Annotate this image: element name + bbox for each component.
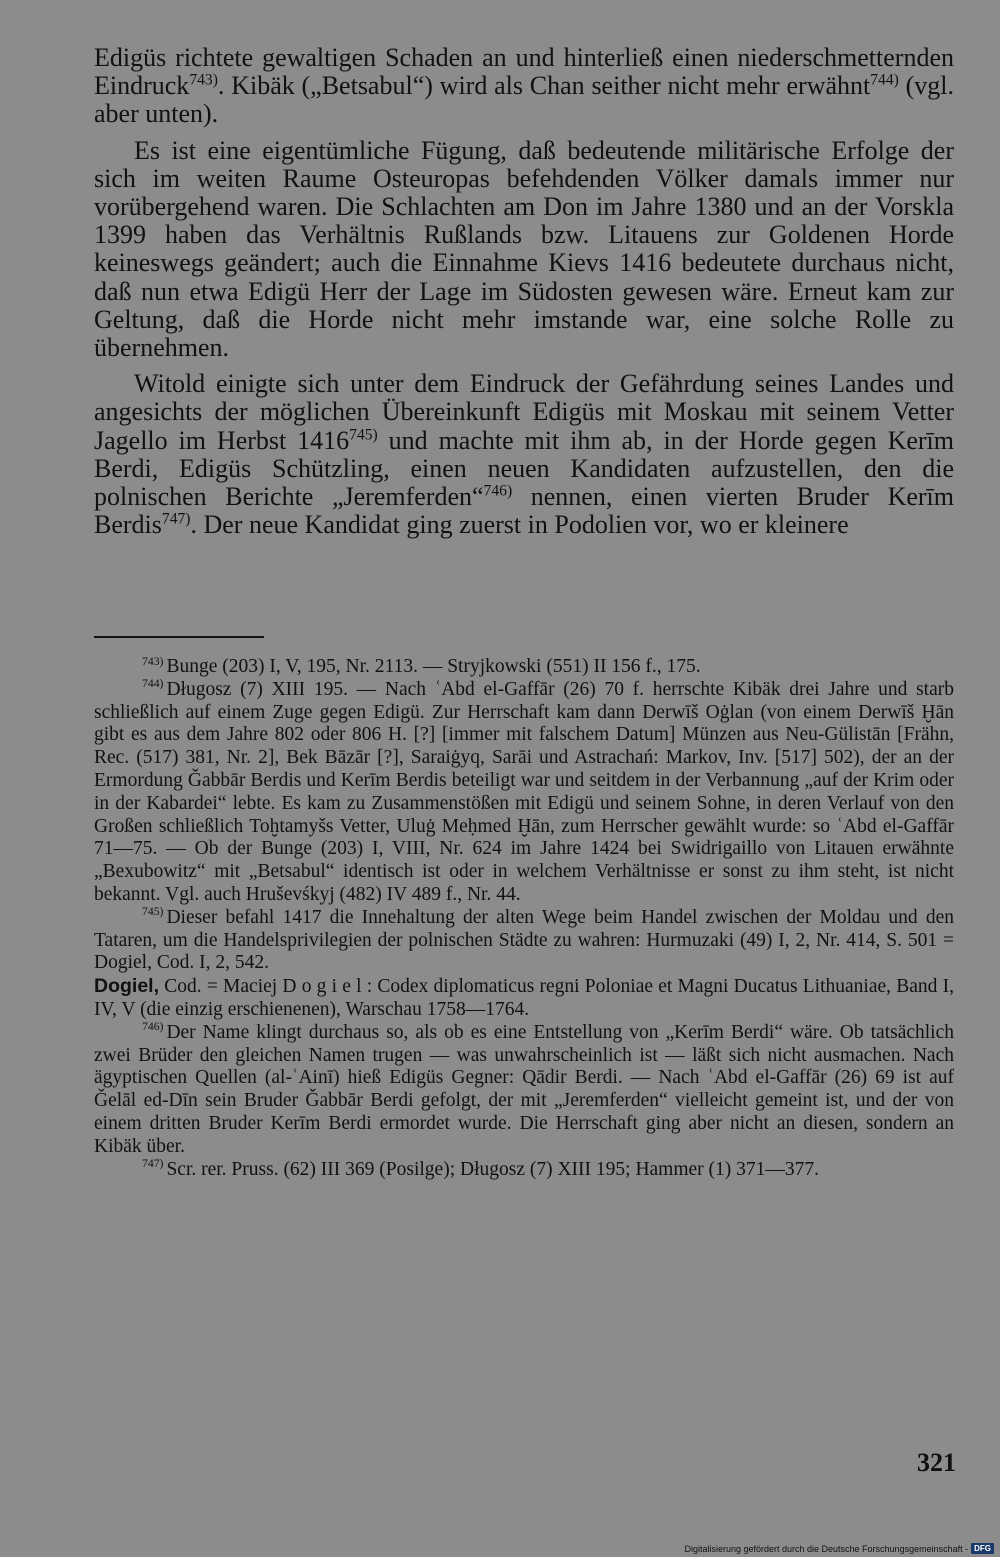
page-number: 321 xyxy=(917,1448,956,1477)
footnote-text: Długosz (7) XIII 195. — Nach ʿAbd el-Gaffār (26) 70 f. herrschte Kibäk drei Jahre und starb schließlich auf einem Zuge gegen Edigü. Zur Herrschaft kam dann Derwīš Oġlan (von einem Derwīš Ḫān gibt es aus dem Jahre 802 oder 806 H. [?] [immer mit falschem Datum] Münzen aus Neu-Gülistān [Frähn, Rec. (517) 381, Nr. 2], Bek Bāzār [?], Saraiġyq, Sarāi und Astrachań: Markov, Inv. [517] 502), der an der Ermordung Ǧabbār Berdis und Kerīm Berdis beteiligt war und seitdem in der Verbannung „auf der Krim oder in der Kabardei“ lebte. Es kam zu Zusammenstößen mit Edigü und seinem Sohne, in deren Verlauf von den Großen schließlich Toḫtamyšs Vetter, Uluġ Meḥmed Ḫān, zum Herrscher gewählt wurde: so ʿAbd el-Gaffār 71—75. — Ob der Bunge (203) I, VIII, Nr. 624 im Jahre 1424 bei Swidrigaillo von Litauen erwähnte „Bexubowitz“ mit „Betsabul“ identisch ist oder in welchem Verhältnisse er sonst zu ihm steht, ist nicht bekannt. Vgl. auch Hruševśkyj (482) IV 489 f., Nr. 44. xyxy=(94,678,954,905)
dogiel-abbreviation xyxy=(94,975,954,1022)
paragraph-3-text-a: Witold einigte sich unter dem Eindruck der Gefährdung seines Landes und angesichts der möglichen Übereinkunft Edigüs mit Moskau mit seinem Vetter Jagello im Herbst 1416 xyxy=(94,369,954,455)
digitization-footer xyxy=(684,1543,994,1554)
main-text xyxy=(94,44,954,539)
footer-text: Digitalisierung gefördert durch die Deutsche Forschungsgemeinschaft - xyxy=(684,1543,969,1554)
paragraph-1-text-b: . Kibäk („Betsabul“) wird als Chan seither nicht mehr erwähnt xyxy=(217,71,871,101)
footnote-text: Der Name klingt durchaus so, als ob es eine Entstellung von „Kerīm Berdi“ wäre. Ob tatsächlich zwei Brüder den gleichen Namen trugen — was unwahrscheinlich ist — läßt sich nicht ausmachen. Nach ägyptischen Quellen (al-ʿAinī) hieß Edigüs Gegner: Qādir Berdi. — Nach ʿAbd el-Gaffār (26) 69 ist auf Ǧelāl ed-Dīn sein Bruder Ǧabbār Berdi gefolgt, der mit „Jeremferden“ vielleicht gemeint ist, und der von einem dritten Bruder Kerīm Berdi ermordet wurde. Die Herrschaft ging aber nicht an diesen, sondern an Kibäk über. xyxy=(94,1021,954,1157)
footnote-ref-743: 743) xyxy=(189,71,218,89)
footnote-747 xyxy=(94,1159,954,1182)
footnote-number: 746) xyxy=(142,1020,164,1034)
footnote-746 xyxy=(94,1022,954,1159)
footnote-ref-745: 745) xyxy=(349,425,378,443)
footnote-745 xyxy=(94,907,954,975)
paragraph-2: Es ist eine eigentümliche Fügung, daß bedeutende militärische Erfolge der sich im weiten Raume Osteuropas befehdenden Völker damals immer nur vorübergehend waren. Die Schlachten am Don im Jahre 1380 und an der Vorskla 1399 haben das Verhältnis Rußlands bzw. Litauens zur Goldenen Horde keineswegs geändert; auch die Einnahme Kievs 1416 bedeutete durchaus nicht, daß nun etwa Edigü Herr der Lage im Südosten gewesen wäre. Erneut kam zur Geltung, daß die Horde nicht mehr imstande war, eine solche Rolle zu übernehmen. xyxy=(94,135,954,363)
footnote-number: 745) xyxy=(142,905,164,919)
paragraph-1 xyxy=(94,44,954,129)
paragraph-3-text-b: und machte mit ihm ab, in der Horde gegen Kerīm Berdi, Edigüs Schützling, einen neuen Kandidaten aufzustellen, den die polnischen Berichte „Jeremferden“ xyxy=(94,425,954,512)
footnote-separator xyxy=(94,636,264,638)
footnotes xyxy=(94,656,954,1181)
dfg-logo-icon: DFG xyxy=(971,1543,994,1554)
footnote-number: 747) xyxy=(142,1157,164,1171)
abbreviation-term: Dogiel, xyxy=(94,975,160,998)
footnote-number: 744) xyxy=(142,677,164,691)
footnote-ref-744: 744) xyxy=(870,71,899,89)
footnote-744 xyxy=(94,679,954,907)
footnote-text: Bunge (203) I, V, 195, Nr. 2113. — Stryjkowski (551) II 156 f., 175. xyxy=(166,656,701,677)
footnote-text: Scr. rer. Pruss. (62) III 369 (Posilge); Długosz (7) XIII 195; Hammer (1) 371—377. xyxy=(166,1158,820,1180)
footnote-ref-747: 747) xyxy=(161,510,191,528)
footnote-ref-746: 746) xyxy=(483,482,513,500)
footnote-743 xyxy=(94,656,954,679)
footnote-text: Dieser befahl 1417 die Innehaltung der alten Wege beim Handel zwischen der Moldau und den Tataren, um die Handelsprivilegien der polnischen Städte zu wahren: Hurmuzaki (49) I, 2, Nr. 414, S. 501 = Dogiel, Cod. I, 2, 542. xyxy=(94,906,954,974)
paragraph-1-text-a: Edigüs richtete gewaltigen Schaden an und hinterließ einen niederschmetternden Eindruck xyxy=(94,43,954,101)
abbreviation-text: Cod. = Maciej D o g i e l : Codex diplomaticus regni Poloniae et Magni Ducatus Lithuaniae, Band I, IV, V (die einzig erschienenen), Warschau 1758—1764. xyxy=(94,976,954,1020)
footnote-number: 743) xyxy=(142,654,164,668)
paragraph-3-text-c: nennen, einen vierten Bruder Kerīm Berdis xyxy=(94,482,954,540)
paragraph-1-text-c: (vgl. aber unten). xyxy=(94,71,954,129)
paragraph-3-text-d: . Der neue Kandidat ging zuerst in Podolien vor, wo er kleinere xyxy=(190,510,849,540)
paragraph-3 xyxy=(94,370,954,539)
